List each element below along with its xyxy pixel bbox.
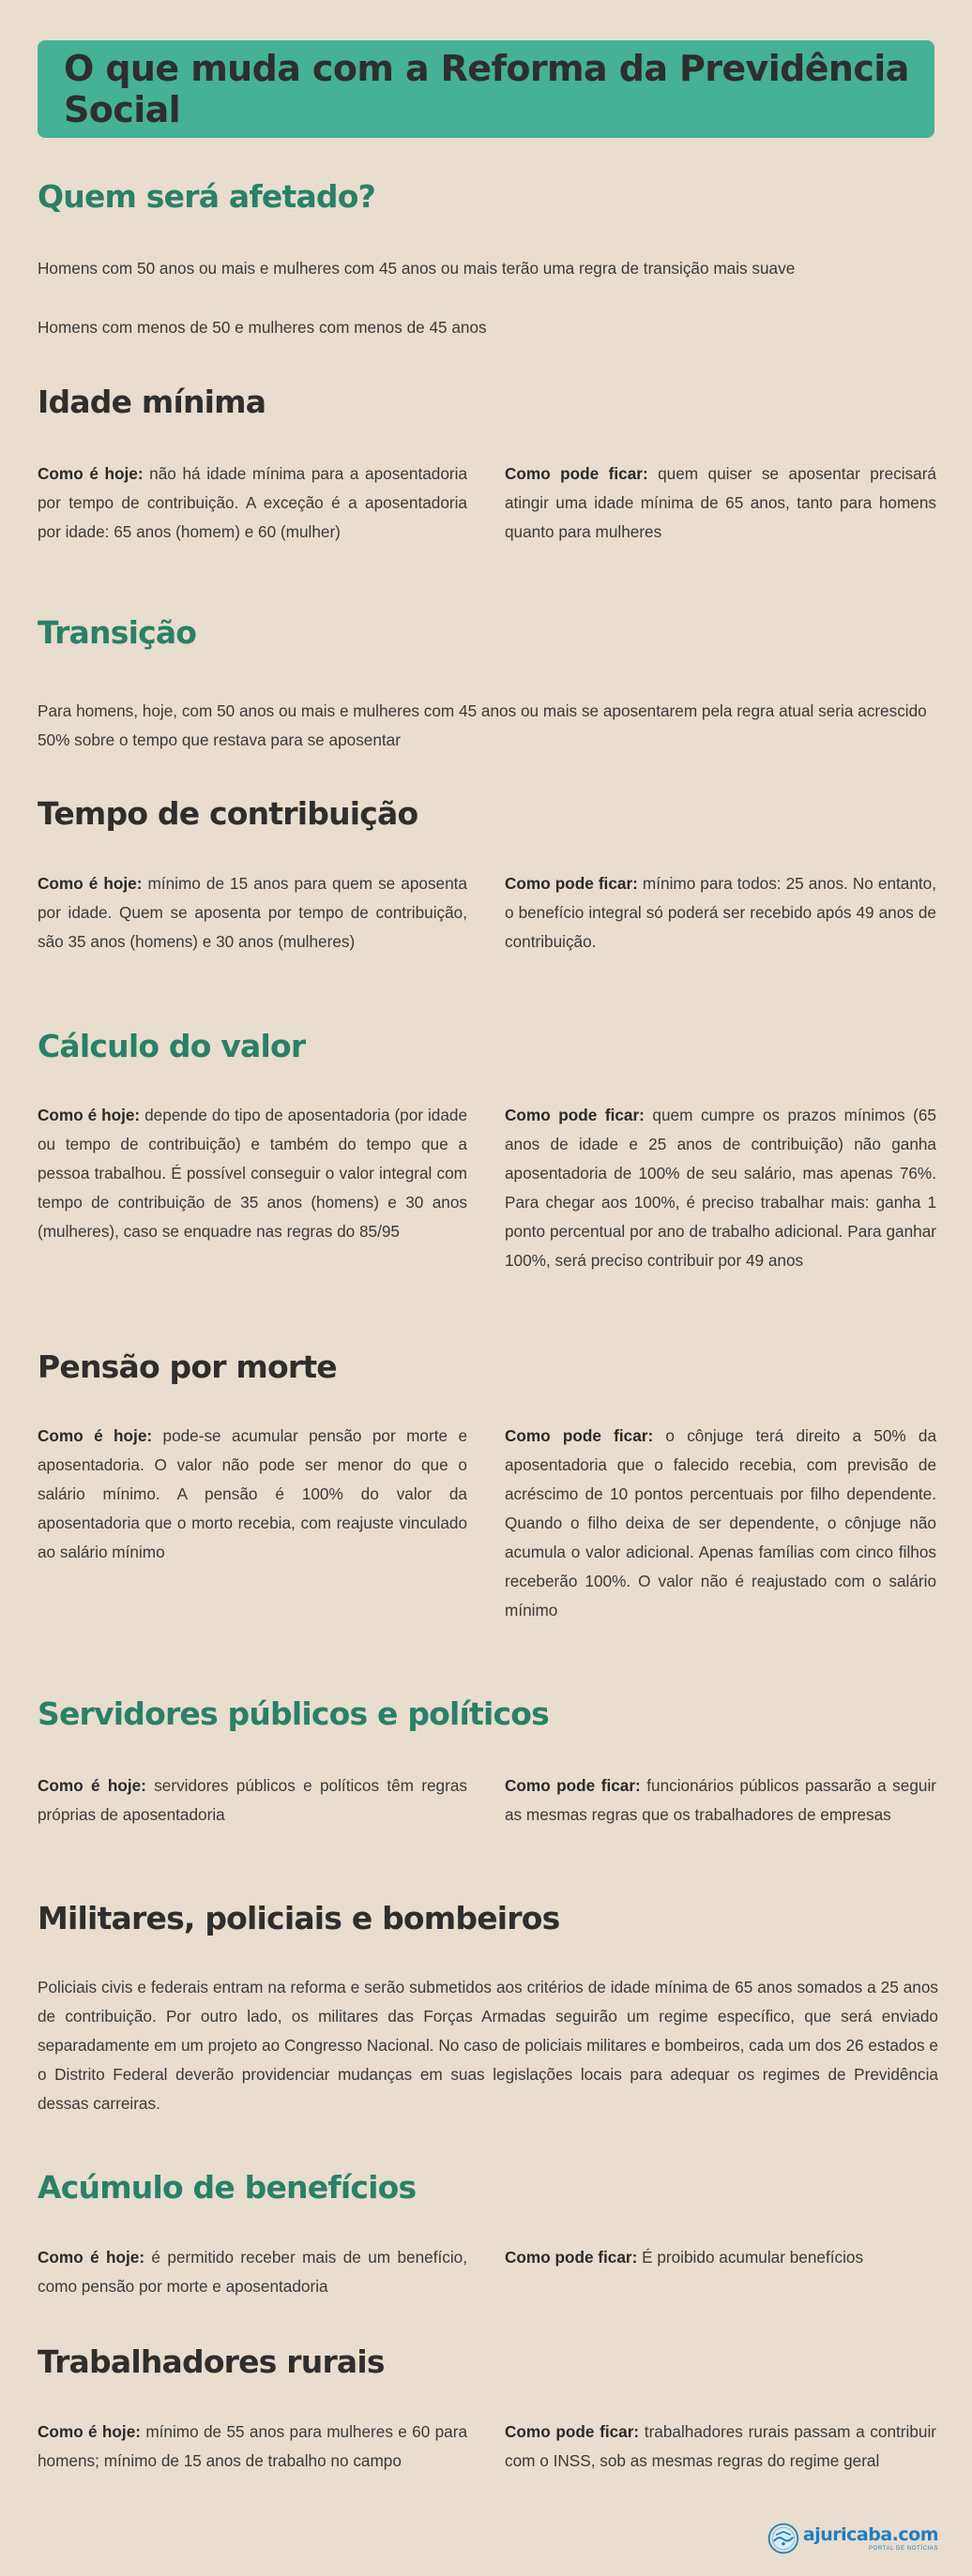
heading-calculo-do-valor: Cálculo do valor [38, 1028, 306, 1064]
servidores-como-pode-ficar [505, 1771, 936, 1830]
label-como-e-hoje: Como é hoje: [38, 1776, 146, 1795]
tempo-hoje-text: mínimo de 15 anos para quem se aposenta por idade. Quem se aposenta por tempo de contribuição, são 35 anos (homens) e 30 anos (mulheres) [38, 874, 467, 951]
logo-wordmark: ajuricaba.com [802, 2524, 938, 2545]
calculo-como-e-hoje [38, 1101, 467, 1246]
label-como-pode-ficar: Como pode ficar: [505, 1106, 645, 1124]
title-banner [38, 40, 934, 138]
label-como-pode-ficar: Como pode ficar: [505, 1776, 641, 1795]
idade-pode-text: quem quiser se aposentar precisará atingir uma idade mínima de 65 anos, tanto para homens quanto para mulheres [505, 464, 936, 541]
pensao-hoje-text: pode-se acumular pensão por morte e aposentadoria. O valor não pode ser menor do que o salário mínimo. A pensão é 100% do valor da aposentadoria que o morto recebia, com reajuste vinculado ao salário mínimo [38, 1426, 467, 1561]
logo-tagline: PORTAL DE NOTÍCIAS [868, 2546, 938, 2552]
acumulo-hoje-text: é permitido receber mais de um benefício, como pensão por morte e aposentadoria [38, 2248, 468, 2296]
afetado-paragraph-2: Homens com menos de 50 e mulheres com menos de 45 anos [38, 318, 487, 337]
ajuricaba-logo[interactable] [767, 2516, 938, 2561]
pensao-como-pode-ficar [505, 1422, 936, 1625]
heading-quem-sera-afetado: Quem será afetado? [38, 178, 375, 215]
idade-como-e-hoje [38, 459, 467, 547]
servidores-hoje-text: servidores públicos e políticos têm regras próprias de aposentadoria [38, 1776, 467, 1824]
label-como-e-hoje: Como é hoje: [38, 1426, 153, 1445]
label-como-pode-ficar: Como pode ficar: [505, 464, 648, 483]
acumulo-pode-text: É proibido acumular benefícios [637, 2248, 864, 2267]
label-como-pode-ficar: Como pode ficar: [505, 2422, 640, 2441]
rurais-hoje-text: mínimo de 55 anos para mulheres e 60 para homens; mínimo de 15 anos de trabalho no campo [38, 2422, 468, 2470]
rurais-como-e-hoje [38, 2418, 467, 2476]
label-como-e-hoje: Como é hoje: [38, 464, 144, 483]
servidores-pode-text: funcionários públicos passarão a seguir as mesmas regras que os trabalhadores de empresas [505, 1776, 936, 1824]
label-como-e-hoje: Como é hoje: [38, 2248, 145, 2267]
heading-pensao-por-morte: Pensão por morte [38, 1348, 337, 1385]
afetado-paragraph-1: Homens com 50 anos ou mais e mulheres com 45 anos ou mais terão uma regra de transição mais suave [38, 259, 796, 278]
idade-hoje-text: não há idade mínima para a aposentadoria por tempo de contribuição. A exceção é a aposentadoria por idade: 65 anos (homem) e 60 (mulher) [38, 464, 468, 541]
label-como-e-hoje: Como é hoje: [38, 874, 143, 893]
label-como-pode-ficar: Como pode ficar: [505, 874, 638, 893]
pensao-como-e-hoje [38, 1422, 467, 1567]
label-como-pode-ficar: Como pode ficar: [505, 2248, 638, 2267]
tempo-pode-text: mínimo para todos: 25 anos. No entanto, o benefício integral só poderá ser recebido após 49 anos de contribuição. [505, 874, 937, 951]
tempo-como-pode-ficar [505, 869, 936, 957]
idade-como-pode-ficar [505, 459, 936, 547]
page-title: O que muda com a Reforma da Previdência Social [64, 48, 909, 130]
heading-transicao: Transição [38, 614, 197, 651]
label-como-e-hoje: Como é hoje: [38, 1106, 141, 1124]
label-como-e-hoje: Como é hoje: [38, 2422, 141, 2441]
calculo-como-pode-ficar [505, 1101, 936, 1275]
calculo-hoje-text: depende do tipo de aposentadoria (por idade ou tempo de contribuição) e também do tempo que a pessoa trabalhou. É possível conseguir o valor integral com tempo de contribuição de 35 anos (homens) e 30 anos (mulheres), caso se enquadre nas regras do 85/95 [38, 1106, 467, 1241]
acumulo-como-pode-ficar [505, 2243, 936, 2272]
calculo-pode-text: quem cumpre os prazos mínimos (65 anos de idade e 25 anos de contribuição) não ganha aposentadoria de 100% de seu salário, mas apenas 76%. Para chegar aos 100%, é preciso trabalhar mais: ganha 1 ponto percentual por ano de trabalho adicional. Para ganhar 100%, será preciso contribuir por 49 anos [505, 1106, 936, 1270]
rurais-como-pode-ficar [505, 2418, 936, 2476]
heading-servidores-publicos: Servidores públicos e políticos [38, 1695, 549, 1732]
rurais-pode-text: trabalhadores rurais passam a contribuir com o INSS, sob as mesmas regras do regime geral [505, 2422, 936, 2470]
tempo-como-e-hoje [38, 869, 467, 957]
transicao-paragraph: Para homens, hoje, com 50 anos ou mais e mulheres com 45 anos ou mais se aposentarem pela regra atual seria acrescido 50% sobre o tempo que restava para se aposentar [38, 701, 927, 749]
heading-trabalhadores-rurais: Trabalhadores rurais [38, 2343, 385, 2380]
heading-tempo-de-contribuicao: Tempo de contribuição [38, 795, 418, 832]
heading-idade-minima: Idade mínima [38, 384, 266, 420]
acumulo-como-e-hoje [38, 2243, 467, 2301]
label-como-pode-ficar: Como pode ficar: [505, 1426, 654, 1445]
heading-acumulo-de-beneficios: Acúmulo de benefícios [38, 2169, 417, 2206]
servidores-como-e-hoje [38, 1771, 467, 1830]
militares-paragraph: Policiais civis e federais entram na reforma e serão submetidos aos critérios de idade mínima de 65 anos somados a 25 anos de contribuição. Por outro lado, os militares das Forças Armadas seguirão um regime específico, que será enviado separadamente em um projeto ao Congresso Nacional. No caso de policiais militares e bombeiros, cada um dos 26 estados e o Distrito Federal deverão providenciar mudanças em suas legislações locais para adequar os regimes de Previdência dessas carreiras. [38, 1978, 938, 2113]
ajuricaba-logo-icon [767, 2519, 799, 2558]
heading-militares: Militares, policiais e bombeiros [38, 1900, 560, 1936]
pensao-pode-text: o cônjuge terá direito a 50% da aposentadoria que o falecido recebia, com previsão de acréscimo de 10 pontos percentuais por filho dependente. Quando o filho deixa de ser dependente, o cônjuge não acumula o valor adicional. Apenas famílias com cinco filhos receberão 100%. O valor não é reajustado com o salário mínimo [505, 1426, 937, 1619]
